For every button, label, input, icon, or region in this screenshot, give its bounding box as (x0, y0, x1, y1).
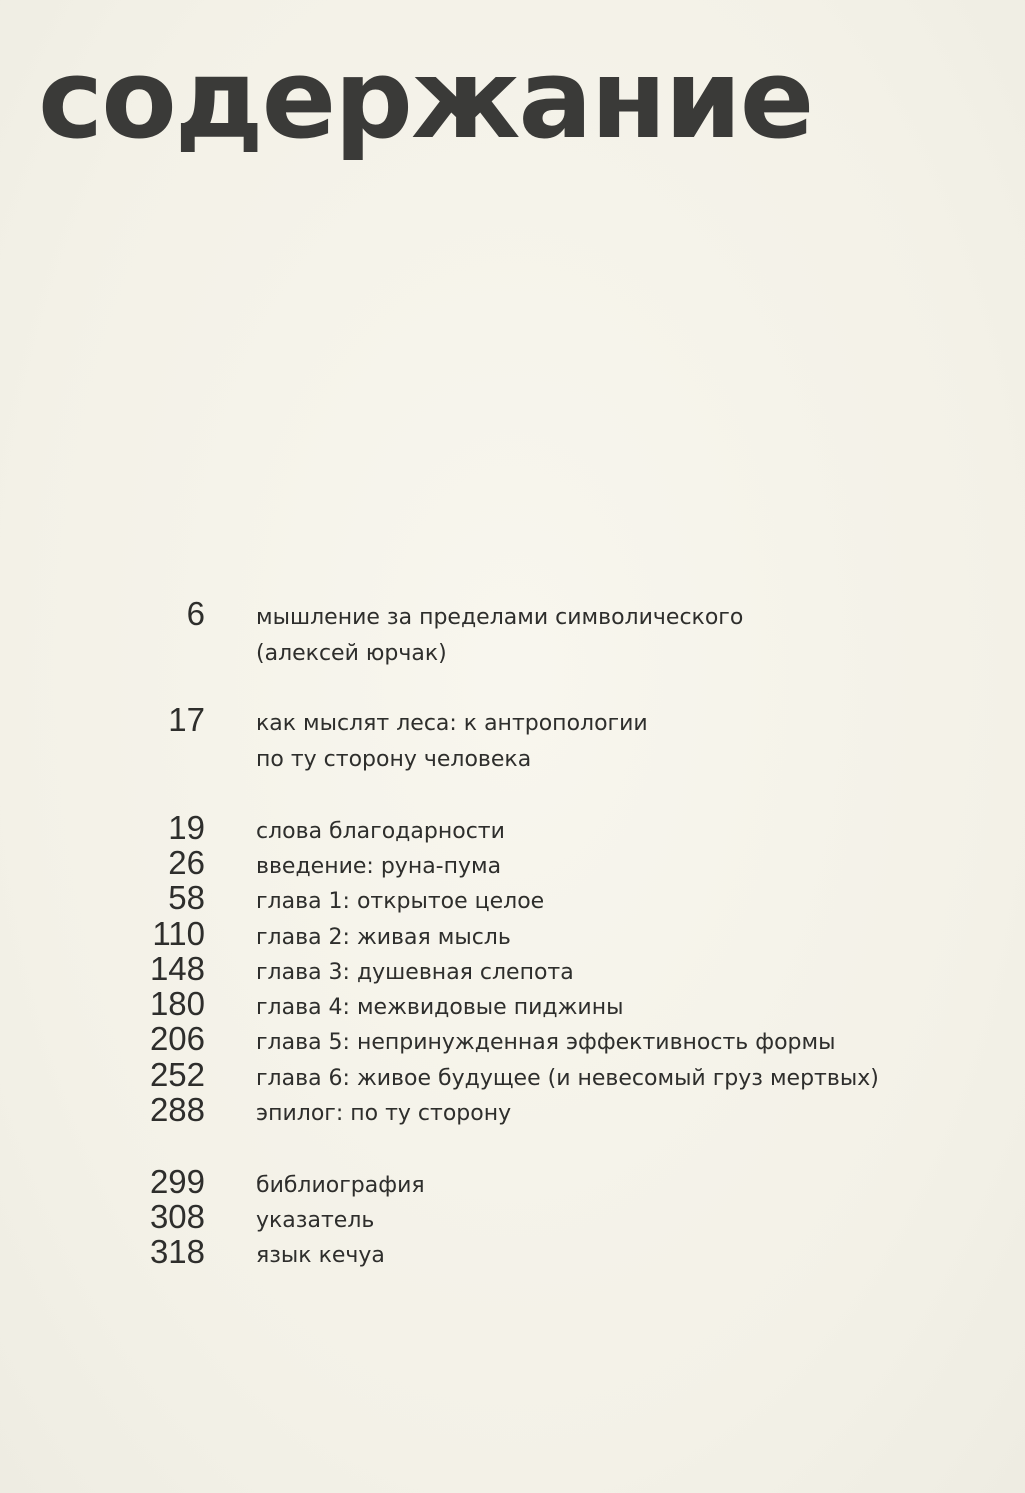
toc-page-number: 299 (149, 1163, 205, 1200)
toc-page-number: 110 (152, 915, 205, 952)
toc-entry-title: введение: руна-пума (256, 854, 502, 879)
toc-page-number: 58 (168, 879, 205, 916)
toc-page-number: 17 (168, 701, 205, 738)
toc-page-number: 308 (149, 1198, 205, 1235)
toc-page-number: 288 (149, 1091, 205, 1128)
toc-entry-title-line: по ту сторону человека (256, 747, 532, 772)
toc-entry-title (256, 706, 648, 778)
toc-page-number: 206 (149, 1020, 205, 1057)
toc-entry-title: слова благодарности (256, 819, 505, 844)
toc-page-number: 318 (149, 1233, 205, 1270)
toc-entry-title: глава 1: открытое целое (256, 889, 545, 914)
toc-page-number: 19 (168, 809, 205, 846)
toc-entry-title: язык кечуа (256, 1243, 385, 1268)
toc-entry-title (256, 600, 743, 672)
toc-entry-title: эпилог: по ту сторону (256, 1101, 512, 1126)
toc-page-number: 252 (149, 1056, 205, 1093)
toc-entry-title: глава 2: живая мысль (256, 925, 511, 950)
toc-entry-title-line: (алексей юрчак) (256, 641, 447, 666)
toc-entry-title: библиография (256, 1173, 425, 1198)
toc-page-number: 180 (149, 985, 205, 1022)
toc-entry-title-line: как мыслят леса: к антропологии (256, 711, 648, 736)
toc-entry-title: глава 5: непринужденная эффективность формы (256, 1030, 836, 1055)
toc-entry-title: глава 3: душевная слепота (256, 960, 574, 985)
toc-page-number: 26 (168, 844, 205, 881)
toc-page-number: 148 (149, 950, 205, 987)
toc-page-number: 6 (186, 595, 205, 632)
page-title: содержание (38, 35, 813, 163)
toc-entry-title-line: мышление за пределами символического (256, 605, 744, 630)
toc-entry-title: глава 4: межвидовые пиджины (256, 995, 624, 1020)
toc-entry-title: глава 6: живое будущее (и невесомый груз мертвых) (256, 1066, 879, 1091)
toc-entry-title: указатель (256, 1208, 375, 1233)
